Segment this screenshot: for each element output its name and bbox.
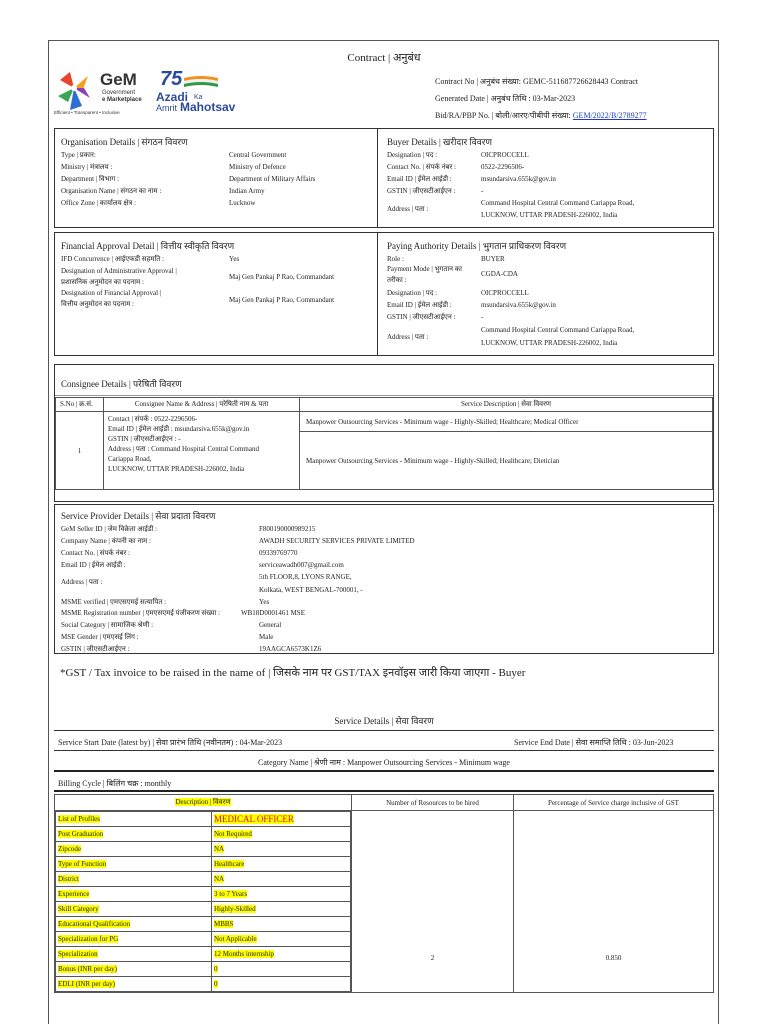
desc-value: Not Applicable bbox=[214, 935, 257, 943]
admin-approval-label-hi: प्रशासनिक अनुमोदन का पदनाम : bbox=[61, 278, 144, 286]
desc-label: List of Profiles bbox=[58, 815, 100, 823]
fin-approval-label: Designation of Financial Approval | bbox=[61, 289, 162, 297]
desc-label-cell bbox=[56, 947, 212, 962]
org-row-value: Central Government bbox=[229, 151, 287, 159]
gem-wordmark: GeM bbox=[100, 70, 137, 89]
table-row bbox=[56, 917, 351, 932]
consignee-name-cell bbox=[104, 412, 300, 490]
consignee-address3: LUCKNOW, UTTAR PRADESH-226002, India bbox=[108, 465, 245, 473]
desc-label: Specialization bbox=[58, 950, 98, 958]
desc-label-cell bbox=[56, 917, 212, 932]
num-resources-value: 2 bbox=[352, 811, 514, 993]
msme-reg-value: WB18D0001461 MSE bbox=[241, 609, 305, 617]
desc-value: 0 bbox=[214, 980, 218, 988]
msme-verified-label: MSME verified | एमएसएमई सत्यापित : bbox=[61, 598, 167, 606]
provider-row-value: F800190000989215 bbox=[259, 525, 316, 533]
org-row-label: Type | प्रकार: bbox=[61, 151, 96, 159]
provider-address-label: Address | पता : bbox=[61, 578, 103, 586]
desc-label: Bonus (INR per day) bbox=[58, 965, 117, 973]
desc-label-cell bbox=[56, 812, 212, 827]
msme-reg-label: MSME Registration number | एमएसएमई पंजीकरण संख्या : bbox=[61, 609, 220, 617]
org-buyer-box bbox=[54, 128, 714, 228]
desc-label-cell bbox=[56, 857, 212, 872]
consignee-service-2: Manpower Outsourcing Services - Minimum wage - Highly-Skilled; Healthcare; Dietician bbox=[300, 432, 713, 490]
desc-label: Educational Qualification bbox=[58, 920, 131, 928]
service-title: Service Details | सेवा विवरण bbox=[334, 716, 434, 726]
desc-label: Zipcode bbox=[58, 845, 81, 853]
gst-note: *GST / Tax invoice to be raised in the name of | जिसके नाम पर GST/TAX इनवॉइस जारी किया जाएगा - Buyer bbox=[60, 667, 526, 679]
desc-value: MEDICAL OFFICER bbox=[214, 814, 294, 824]
provider-title: Service Provider Details | सेवा प्रदाता विवरण bbox=[61, 511, 216, 521]
desc-value-cell bbox=[212, 902, 351, 917]
desc-value-cell bbox=[212, 887, 351, 902]
pay-row-value: msundarsiva.655k@gov.in bbox=[481, 301, 556, 309]
desc-value-cell bbox=[212, 932, 351, 947]
desc-value: Not Required bbox=[214, 830, 252, 838]
pay-row-value: - bbox=[481, 313, 484, 321]
buyer-address-line1: Command Hospital Central Command Cariappa Road, bbox=[481, 199, 635, 207]
buyer-address-line2: LUCKNOW, UTTAR PRADESH-226002, India bbox=[481, 211, 618, 219]
service-start-date: Service Start Date (latest by) | सेवा प्रारंभ तिथि (नवीनतम) : 04-Mar-2023 bbox=[58, 738, 283, 747]
table-row bbox=[56, 842, 351, 857]
divider bbox=[54, 750, 714, 751]
provider-row-label: GeM Seller ID | जेम विक्रेता आईडी : bbox=[61, 525, 158, 533]
bid-link[interactable]: GEM/2022/B/2789277 bbox=[572, 111, 647, 120]
provider-row-value: General bbox=[259, 621, 282, 629]
description-cell bbox=[55, 811, 352, 993]
desc-value-cell bbox=[212, 857, 351, 872]
buyer-row-value: - bbox=[481, 187, 484, 195]
desc-value-cell bbox=[212, 962, 351, 977]
desc-value-cell bbox=[212, 947, 351, 962]
buyer-address-label: Address | पता : bbox=[387, 205, 429, 213]
table-row bbox=[56, 412, 713, 432]
consignee-contact: Contact | संपर्क : 0522-2296506- bbox=[108, 415, 198, 423]
amrit-text: Amrit bbox=[156, 103, 177, 113]
pay-address-label: Address | पता : bbox=[387, 333, 429, 341]
consignee-header-row bbox=[56, 398, 713, 412]
desc-label: Specialization for PG bbox=[58, 935, 119, 943]
payment-mode-label-hi: तरीका : bbox=[387, 276, 407, 284]
ka-text: Ka bbox=[194, 94, 203, 101]
admin-approval-value: Maj Gen Pankaj P Rao, Commandant bbox=[229, 273, 335, 281]
table-row bbox=[56, 812, 351, 827]
divider bbox=[55, 395, 713, 396]
provider-row-value: AWADH SECURITY SERVICES PRIVATE LIMITED bbox=[259, 537, 415, 545]
col-description-cell bbox=[55, 795, 352, 811]
consignee-email: Email ID | ईमेल आईडी : msundarsiva.655k@gov.in bbox=[108, 425, 250, 433]
col-service: Service Description | सेवा विवरण bbox=[300, 398, 713, 412]
org-row-value: Lucknow bbox=[229, 199, 256, 207]
consignee-box bbox=[54, 364, 714, 502]
table-row bbox=[56, 887, 351, 902]
contract-no-value: GEMC-511687726628443 Contract bbox=[523, 77, 639, 86]
divider bbox=[54, 770, 714, 772]
desc-label-cell bbox=[56, 887, 212, 902]
desc-label-cell bbox=[56, 827, 212, 842]
fin-approval-value: Maj Gen Pankaj P Rao, Commandant bbox=[229, 296, 335, 304]
divider bbox=[377, 129, 378, 227]
role-value: BUYER bbox=[481, 255, 505, 263]
desc-value-cell bbox=[212, 977, 351, 992]
fin-approval-label-hi: वित्तीय अनुमोदन का पदनाम : bbox=[61, 300, 134, 308]
org-title: Organisation Details | संगठन विवरण bbox=[61, 137, 188, 147]
generated-date-label: Generated Date | अनुबंध तिथि : bbox=[435, 94, 531, 103]
provider-row-label: Contact No. | संपर्क नंबर : bbox=[61, 549, 131, 557]
desc-value: 0 bbox=[214, 965, 218, 973]
org-row-label: Office Zone | कार्यालय क्षेत्र : bbox=[61, 199, 136, 207]
desc-value-cell bbox=[212, 842, 351, 857]
generated-date-value: 03-Mar-2023 bbox=[532, 94, 576, 103]
buyer-row-label: Designation | पद : bbox=[387, 151, 438, 159]
desc-value-cell bbox=[212, 812, 351, 827]
payment-mode-value: CGDA-CDA bbox=[481, 270, 518, 278]
service-table bbox=[54, 794, 714, 993]
provider-address-line1: 5th FLOOR,8, LYONS RANGE, bbox=[259, 573, 352, 581]
buyer-row-value: OICPROCCELL bbox=[481, 151, 529, 159]
buyer-row-value: 0522-2296506- bbox=[481, 163, 525, 171]
col-description: Description | विवरण bbox=[175, 798, 231, 806]
admin-approval-label: Designation of Administrative Approval | bbox=[61, 267, 177, 275]
buyer-row-label: Contact No. | संपर्क नंबर : bbox=[387, 163, 457, 171]
pay-row-value: OICPROCCELL bbox=[481, 289, 529, 297]
table-row bbox=[56, 932, 351, 947]
org-row-value: Indian Army bbox=[229, 187, 265, 195]
buyer-row-value: msundarsiva.655k@gov.in bbox=[481, 175, 556, 183]
desc-label-cell bbox=[56, 962, 212, 977]
desc-label: Type of Function bbox=[58, 860, 107, 868]
col-name: Consignee Name & Address | परेषिती नाम & पता bbox=[104, 398, 300, 412]
gem-sub2: e Marketplace bbox=[102, 97, 142, 103]
category-name: Category Name | श्रेणी नाम : Manpower Outsourcing Services - Minimum wage bbox=[258, 758, 510, 767]
consignee-table bbox=[55, 397, 713, 490]
table-row bbox=[56, 947, 351, 962]
buyer-row-label: GSTIN | जीएसटीआईएन : bbox=[387, 187, 456, 195]
consignee-sno: 1 bbox=[56, 412, 104, 490]
provider-row-value: 09339769770 bbox=[259, 549, 298, 557]
gem-tagline: Efficient • Transparent • Inclusive bbox=[54, 110, 120, 115]
org-row-value: Department of Military Affairs bbox=[229, 175, 316, 183]
desc-label-cell bbox=[56, 872, 212, 887]
desc-label-cell bbox=[56, 932, 212, 947]
payment-mode-label: Payment Mode | भुगतान का bbox=[387, 265, 462, 273]
desc-label: EDLI (INR per day) bbox=[58, 980, 115, 988]
org-row-label: Organisation Name | संगठन का नाम : bbox=[61, 187, 162, 195]
desc-label-cell bbox=[56, 902, 212, 917]
table-row bbox=[56, 902, 351, 917]
provider-row-value: Male bbox=[259, 633, 274, 641]
desc-value-cell bbox=[212, 917, 351, 932]
mahotsav-text: Mahotsav bbox=[180, 100, 236, 114]
pay-row-label: Designation | पद : bbox=[387, 289, 438, 297]
paying-title: Paying Authority Details | भुगतान प्राधिकरण विवरण bbox=[387, 241, 567, 251]
role-label: Role : bbox=[387, 255, 404, 263]
billing-cycle: Billing Cycle | बिलिंग चक्र : monthly bbox=[58, 779, 172, 788]
divider bbox=[54, 730, 714, 731]
table-row bbox=[56, 827, 351, 842]
flag-swoosh-icon bbox=[184, 74, 218, 88]
org-row-value: Ministry of Defence bbox=[229, 163, 286, 171]
org-row-label: Department | विभाग : bbox=[61, 175, 120, 183]
consignee-title: Consignee Details | परेषिती विवरण bbox=[61, 379, 182, 389]
desc-value: NA bbox=[214, 845, 225, 853]
desc-value: Highly-Skilled bbox=[214, 905, 256, 913]
bid-label: Bid/RA/PBP No. | बोली/आरए/पीबीपी संख्या: bbox=[435, 111, 571, 120]
desc-value: MBBS bbox=[214, 920, 234, 928]
desc-value: 3 to 7 Years bbox=[214, 890, 248, 898]
pay-row-label: Email ID | ईमेल आईडी : bbox=[387, 301, 452, 309]
description-table bbox=[55, 811, 351, 992]
desc-value: Healthcare bbox=[214, 860, 245, 868]
pay-address-line2: LUCKNOW, UTTAR PRADESH-226002, India bbox=[481, 339, 618, 347]
provider-row-label: Company Name | कंपनी का नाम : bbox=[61, 537, 151, 545]
desc-value: 12 Months internship bbox=[214, 950, 274, 958]
table-row bbox=[56, 977, 351, 992]
desc-label-cell bbox=[56, 842, 212, 857]
msme-verified-value: Yes bbox=[259, 598, 270, 606]
table-row bbox=[56, 857, 351, 872]
table-row bbox=[56, 872, 351, 887]
contract-no bbox=[435, 76, 638, 87]
provider-row-value: serviceawadh007@gmail.com bbox=[259, 561, 344, 569]
service-body-row bbox=[55, 811, 714, 993]
generated-date bbox=[435, 93, 575, 104]
bid-number bbox=[435, 110, 647, 121]
org-row-label: Ministry | मंत्रालय : bbox=[61, 163, 113, 171]
provider-row-value: 19AAGCA6573K1Z6 bbox=[259, 645, 322, 653]
desc-value: NA bbox=[214, 875, 225, 883]
provider-row-label: MSE Gender | एमएसई लिंग : bbox=[61, 633, 139, 641]
provider-address-line2: Kolkata, WEST BENGAL-700001, - bbox=[259, 586, 363, 594]
col-pct-charge: Percentage of Service charge inclusive of GST bbox=[514, 795, 714, 811]
seventy-five-mark: 75 bbox=[160, 68, 183, 90]
divider bbox=[377, 233, 378, 355]
buyer-row-label: Email ID | ईमेल आईडी : bbox=[387, 175, 452, 183]
desc-label: District bbox=[58, 875, 79, 883]
desc-value-cell bbox=[212, 872, 351, 887]
provider-row-label: Social Category | सामाजिक श्रेणी : bbox=[61, 621, 154, 629]
contract-no-label: Contract No | अनुबंध संख्या: bbox=[435, 77, 521, 86]
provider-box bbox=[54, 504, 714, 654]
provider-row-label: GSTIN | जीएसटीआईएन : bbox=[61, 645, 130, 653]
consignee-address2: Cariappa Road, bbox=[108, 455, 152, 463]
table-row bbox=[56, 962, 351, 977]
desc-label-cell bbox=[56, 977, 212, 992]
pct-charge-value: 0.850 bbox=[514, 811, 714, 993]
ifd-value: Yes bbox=[229, 255, 240, 263]
provider-row-label: Email ID | ईमेल आईडी : bbox=[61, 561, 126, 569]
gem-sub1: Government bbox=[102, 90, 136, 96]
gem-logo bbox=[52, 66, 262, 122]
pay-row-label: GSTIN | जीएसटीआईएन : bbox=[387, 313, 456, 321]
consignee-service-1: Manpower Outsourcing Services - Minimum wage - Highly-Skilled; Healthcare; Medical Officer bbox=[300, 412, 713, 432]
ifd-label: IFD Concurrence | आईएफडी सहमति : bbox=[61, 255, 164, 263]
page-title: Contract | अनुबंध bbox=[347, 52, 421, 64]
service-end-date: Service End Date | सेवा समाप्ति तिथि : 03-Jun-2023 bbox=[514, 738, 674, 747]
desc-label: Experience bbox=[58, 890, 90, 898]
fin-pay-box bbox=[54, 232, 714, 356]
col-num-resources: Number of Resources to be hired bbox=[352, 795, 514, 811]
financial-title: Financial Approval Detail | वित्तीय स्वीकृति विवरण bbox=[61, 241, 235, 251]
divider bbox=[54, 790, 714, 792]
pay-address-line1: Command Hospital Central Command Cariappa Road, bbox=[481, 326, 635, 334]
desc-label: Skill Category bbox=[58, 905, 99, 913]
service-header-row bbox=[55, 795, 714, 811]
buyer-title: Buyer Details | खरीदार विवरण bbox=[387, 137, 492, 147]
azadi-text: Azadi bbox=[156, 90, 189, 104]
desc-label: Post Graduation bbox=[58, 830, 104, 838]
desc-value-cell bbox=[212, 827, 351, 842]
consignee-gstin: GSTIN | जीएसटीआईएन : - bbox=[108, 435, 181, 443]
consignee-address1: Address | पता : Command Hospital Central Command bbox=[108, 445, 259, 453]
col-sno: S.No | क्र.सं. bbox=[56, 398, 104, 412]
